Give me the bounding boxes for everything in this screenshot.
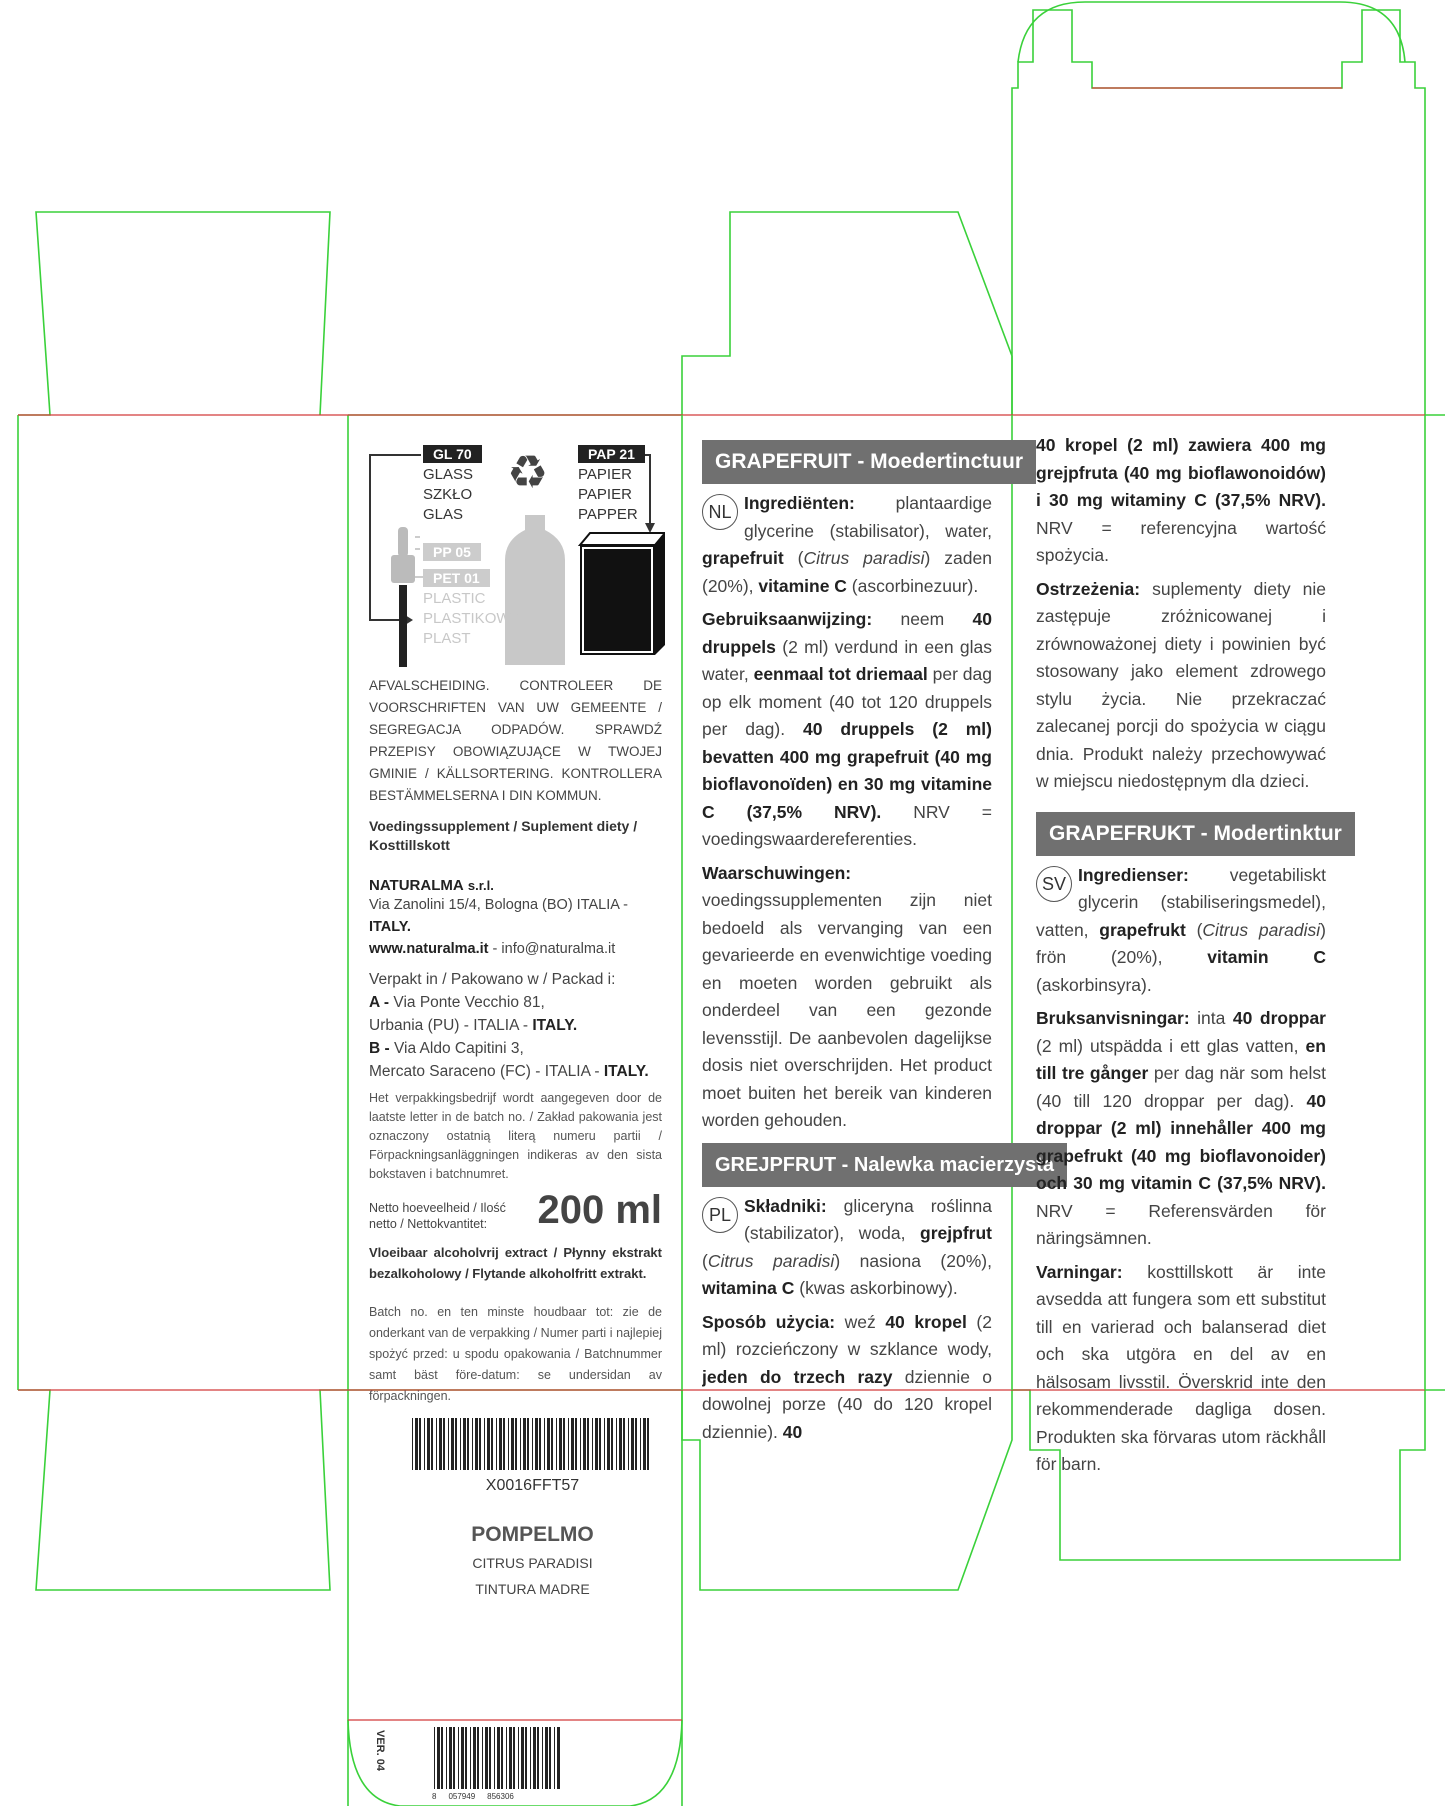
pl-usage-start: Sposób użycia: weź 40 kropel (2 ml) rozcieńczony w szklance wody, jeden do trzech razy dziennie o dowolnej porze (40 do 120 kropel dziennie). 40 (702, 1311, 992, 1442)
barcode (410, 1418, 655, 1470)
barcode-bar (592, 1418, 593, 1470)
glass-label (423, 445, 482, 525)
sv-usage: Bruksanvisningar: inta 40 droppar (2 ml) utspädda i ett glas vatten, en till tre gånger per dag när som helst (40 till 120 droppar per dag). 40 droppar (2 ml) innehåller 400 mg grapefrukt (40 mg bioflavonoider) och 30 mg vitamin C (37,5% NRV). NRV = Referensvärden för näringsämnen. (1036, 1008, 1326, 1248)
barcode-bar (487, 1418, 490, 1470)
ean-barcode (432, 1727, 562, 1801)
barcode-bar (511, 1418, 514, 1470)
barcode-bar (604, 1418, 605, 1470)
barcode-bar (437, 1727, 440, 1789)
barcode-bar (467, 1418, 469, 1470)
barcode-bar (427, 1418, 430, 1470)
barcode-bar (533, 1727, 536, 1789)
barcode-bar (513, 1727, 515, 1789)
version-label: VER. 04 (374, 1730, 386, 1771)
site-a: A - Via Ponte Vecchio 81, Urbania (PU) - ITALIA - ITALY. (369, 994, 578, 1034)
barcode-bar (518, 1727, 519, 1789)
barcode-bar (475, 1418, 478, 1470)
barcode-bar (434, 1727, 435, 1789)
barcode-bar (472, 1418, 473, 1470)
barcode-bar (619, 1418, 622, 1470)
bottom-panel (410, 1418, 655, 1597)
ean-bars (432, 1727, 562, 1789)
barcode-bar (448, 1418, 449, 1470)
pl-ingredients: PL Składniki: gliceryna roślinna (stabilizator), woda, grejpfrut (Citrus paradisi) nasiona (20%), witamina C (kwas askorbinowy). (702, 1195, 992, 1298)
barcode-bar (607, 1418, 610, 1470)
nl-header: GRAPEFRUIT - Moedertinctuur (702, 440, 1036, 484)
net-quantity: Netto hoeveelheid / Ilość netto / Nettokvantitet: 200 ml (369, 1188, 662, 1232)
barcode-bar (616, 1418, 617, 1470)
barcode-bar (463, 1418, 466, 1470)
barcode-bar (537, 1727, 539, 1789)
nl-usage: Gebruiksaanwijzing: neem 40 druppels (2 ml) verdund in een glas water, eenmaal tot driemaal per dag op elk moment (40 tot 120 druppels per dag). 40 druppels (2 ml) bevatten 400 mg grapefruit (40 mg bioflavonoïden) en 30 mg vitamine C (37,5% NRV). NRV = voedingswaardereferenties. (702, 609, 993, 849)
barcode-bar (557, 1727, 560, 1789)
barcode-bar (508, 1418, 509, 1470)
net-value: 200 ml (537, 1188, 662, 1232)
barcode-bar (556, 1418, 557, 1470)
barcode-bar (424, 1418, 425, 1470)
barcode-bar (477, 1727, 479, 1789)
barcode-bar (458, 1727, 459, 1789)
barcode-bar (587, 1418, 589, 1470)
barcode-bar (563, 1418, 565, 1470)
barcode-bar (554, 1727, 555, 1789)
ean-digits (432, 1792, 562, 1801)
barcode-bar (439, 1418, 442, 1470)
pl-usage-continued: 40 kropel (2 ml) zawiera 400 mg grejpfruta (40 mg bioflawonoidów) i 30 mg witaminy C (37,5% NRV). NRV = referencyjna wartość spożycia. (1036, 435, 1326, 565)
barcode-bar (640, 1418, 641, 1470)
barcode-bar (545, 1727, 548, 1789)
barcode-bar (503, 1418, 505, 1470)
barcode-bar (530, 1727, 531, 1789)
barcode-bar (571, 1418, 574, 1470)
barcode-bar (443, 1418, 445, 1470)
barcode-bar (455, 1418, 457, 1470)
latin-name: CITRUS PARADISI (472, 1555, 593, 1571)
plastic-line: PLAST (423, 630, 471, 647)
barcode-bar (509, 1727, 512, 1789)
company-name: NATURALMA s.r.l. (369, 877, 494, 894)
ean-digit-group: 856306 (487, 1792, 514, 1801)
nl-language-badge: NL (702, 494, 738, 530)
barcode-bar (497, 1727, 500, 1789)
plastic-line: PLASTIKOWY (423, 610, 521, 627)
supplement-type: Voedingssupplement / Suplement diety / Kosttillskott (369, 818, 638, 853)
barcode-bar (446, 1727, 447, 1789)
barcode-bar (489, 1727, 491, 1789)
extract-type: Vloeibaar alcoholvrij extract / Płynny ekstrakt bezalkoholowy / Flytande alkoholfritt extrakt. (369, 1245, 662, 1281)
nl-warnings: Waarschuwingen: voedingssupplementen zijn niet bedoeld als vervanging van een gevarieerde en evenwichtige voeding en moeten worden gebruikt als onderdeel van een gezonde levensstijl. De aanbevolen dagelijkse dosis niet overschrijden. Het product moet buiten het bereik van kinderen worden gehouden. (702, 862, 992, 1130)
barcode-bar (506, 1727, 507, 1789)
paper-line: PAPIER (578, 486, 632, 503)
barcode-bar (525, 1727, 527, 1789)
barcode-bar (415, 1418, 418, 1470)
site-b: B - Via Aldo Capitini 3, Mercato Saraceno (FC) - ITALIA - ITALY. (369, 1040, 649, 1080)
sv-language-badge: SV (1036, 866, 1072, 902)
barcode-bar (575, 1418, 577, 1470)
sv-ingredients: SV Ingredienser: vegetabiliskt glycerin (stabiliseringsmedel), vatten, grapefrukt (Citrus paradisi) frön (20%), vitamin C (askorbinsyra). (1036, 864, 1326, 995)
barcode-bar (461, 1727, 464, 1789)
barcode-bar (542, 1727, 543, 1789)
barcode-bar (431, 1418, 433, 1470)
pl-warnings: Ostrzeżenia: suplementy diety nie zastępuje zróżnicowanej i zrównoważonej diety i powinien być stosowany jako element zdrowego stylu życia. Nie przekraczać zalecanej porcji do spożycia w ciągu dnia. Produkt należy przechowywać w miejscu niedostępnym dla dzieci. (1036, 578, 1326, 791)
barcode-bar (436, 1418, 437, 1470)
waste-note: AFVALSCHEIDING. CONTROLEER DE VOORSCHRIFTEN VAN UW GEMEENTE / SEGREGACJA ODPADÓW. SPRAWDŹ PRZEPISY OBOWIĄZUJĄCE W TWOJEJ GMINIE / KÄLLSORTERING. KONTROLLERA BESTÄMMELSERNA I DIN KOMMUN. (369, 678, 662, 803)
pl-language-badge: PL (702, 1197, 738, 1233)
paper-tag: PAP 21 (578, 445, 645, 463)
paper-label (578, 445, 645, 525)
ean-digit-group: 057949 (448, 1792, 476, 1801)
glass-tag: GL 70 (423, 445, 482, 463)
barcode-bar (441, 1727, 443, 1789)
barcode-bar (449, 1727, 452, 1789)
website-link[interactable]: www.naturalma.it (369, 941, 489, 957)
barcode-text: X0016FFT57 (485, 1477, 580, 1494)
barcode-bar (628, 1418, 629, 1470)
barcode-bar (419, 1418, 421, 1470)
barcode-bar (580, 1418, 581, 1470)
barcode-bar (496, 1418, 497, 1470)
barcode-bar (520, 1418, 521, 1470)
barcode-bar (595, 1418, 598, 1470)
barcode-bar (485, 1727, 488, 1789)
barcode-bar (473, 1727, 476, 1789)
paper-line: PAPPER (578, 506, 638, 523)
barcode-bar (568, 1418, 569, 1470)
text-column-pl-sv (1036, 432, 1342, 1479)
barcode-bar (479, 1418, 481, 1470)
glass-line: SZKŁO (423, 486, 473, 503)
barcode-bar (544, 1418, 545, 1470)
sv-header: GRAPEFRUKT - Modertinktur (1036, 812, 1355, 856)
barcode-bar (631, 1418, 634, 1470)
text-column-nl-pl (702, 440, 1055, 1493)
plastic-line: PLASTIC (423, 590, 486, 607)
barcode-bar (611, 1418, 613, 1470)
barcode-bar (494, 1727, 495, 1789)
pl-header: GREJPFRUT - Nalewka macierzysta (702, 1143, 1067, 1187)
version-wrap (370, 1730, 390, 1790)
barcode-bar (539, 1418, 541, 1470)
pet-tag: PET 01 (423, 569, 490, 587)
barcode-bar (549, 1727, 551, 1789)
sv-warnings: Varningar: kosttillskott är inte avsedda att fungera som ett substitut till en varierad och balanserad diet och ska utgöra en del av en hälsosam livsstil. Överskrid inte den rekommenderade dagliga dosen. Produkten ska förvaras utom räckhåll för barn. (1036, 1261, 1326, 1474)
recycle-icon: ♻ (507, 446, 549, 498)
glass-line: GLASS (423, 466, 474, 483)
barcode-bar (451, 1418, 454, 1470)
barcode-bar (521, 1727, 524, 1789)
barcode-bar (535, 1418, 538, 1470)
barcode-bar (484, 1418, 485, 1470)
barcode-bar (453, 1727, 455, 1789)
email-link[interactable]: - info@naturalma.it (492, 941, 616, 957)
barcode-bar (532, 1418, 533, 1470)
barcode-bar (547, 1418, 550, 1470)
product-type: TINTURA MADRE (475, 1581, 590, 1597)
ean-digit-group: 8 (432, 1792, 437, 1801)
company-contact (369, 938, 662, 960)
barcode-bar (559, 1418, 562, 1470)
barcode-bar (412, 1418, 413, 1470)
barcode-bar (501, 1727, 503, 1789)
barcode-bar (623, 1418, 625, 1470)
packed-in: Verpakt in / Pakowano w / Packad i: (369, 971, 616, 988)
barcode-bar (527, 1418, 529, 1470)
batch-note: Batch no. en ten minste houdbaar tot: zie de onderkant van de verpakking / Numer parti i najlepiej spożyć przed: u spodu opakowania / Batchnummer samt bäst före-datum: se undersidan av förpackningen. (369, 1305, 662, 1403)
product-name: POMPELMO (471, 1523, 594, 1546)
plastic-label (423, 543, 521, 649)
barcode-bar (583, 1418, 586, 1470)
nl-ingredients: NL Ingrediënten: plantaardige glycerine (stabilisator), water, grapefruit (Citrus paradisi) zaden (20%), vitamine C (ascorbinezuur). (702, 493, 992, 596)
pl-usage-clip (702, 1303, 992, 1493)
barcode-bar (551, 1418, 553, 1470)
barcode-bar (482, 1727, 483, 1789)
barcode-bar (523, 1418, 526, 1470)
pp-tag: PP 05 (423, 543, 481, 561)
barcode-bar (499, 1418, 502, 1470)
barcode-bar (460, 1418, 461, 1470)
barcode-bar (465, 1727, 467, 1789)
company-address: Via Zanolini 15/4, Bologna (BO) ITALIA - ITALY. (369, 897, 628, 935)
barcode-bar (635, 1418, 637, 1470)
barcode-bar (491, 1418, 493, 1470)
barcode-bar (599, 1418, 601, 1470)
batch-letter-note: Het verpakkingsbedrijf wordt aangegeven door de laatste letter in de batch no. / Zakład pakowania jest oznaczony ostatnią literą numeru partii / Förpackningsanläggningen indikeras av den sista bokstaven i batchnumret. (369, 1091, 662, 1181)
barcode-bar (515, 1418, 517, 1470)
glass-line: GLAS (423, 506, 464, 523)
barcode-bar (470, 1727, 471, 1789)
barcode-bar (643, 1418, 646, 1470)
barcode-bar (647, 1418, 649, 1470)
paper-line: PAPIER (578, 466, 632, 483)
